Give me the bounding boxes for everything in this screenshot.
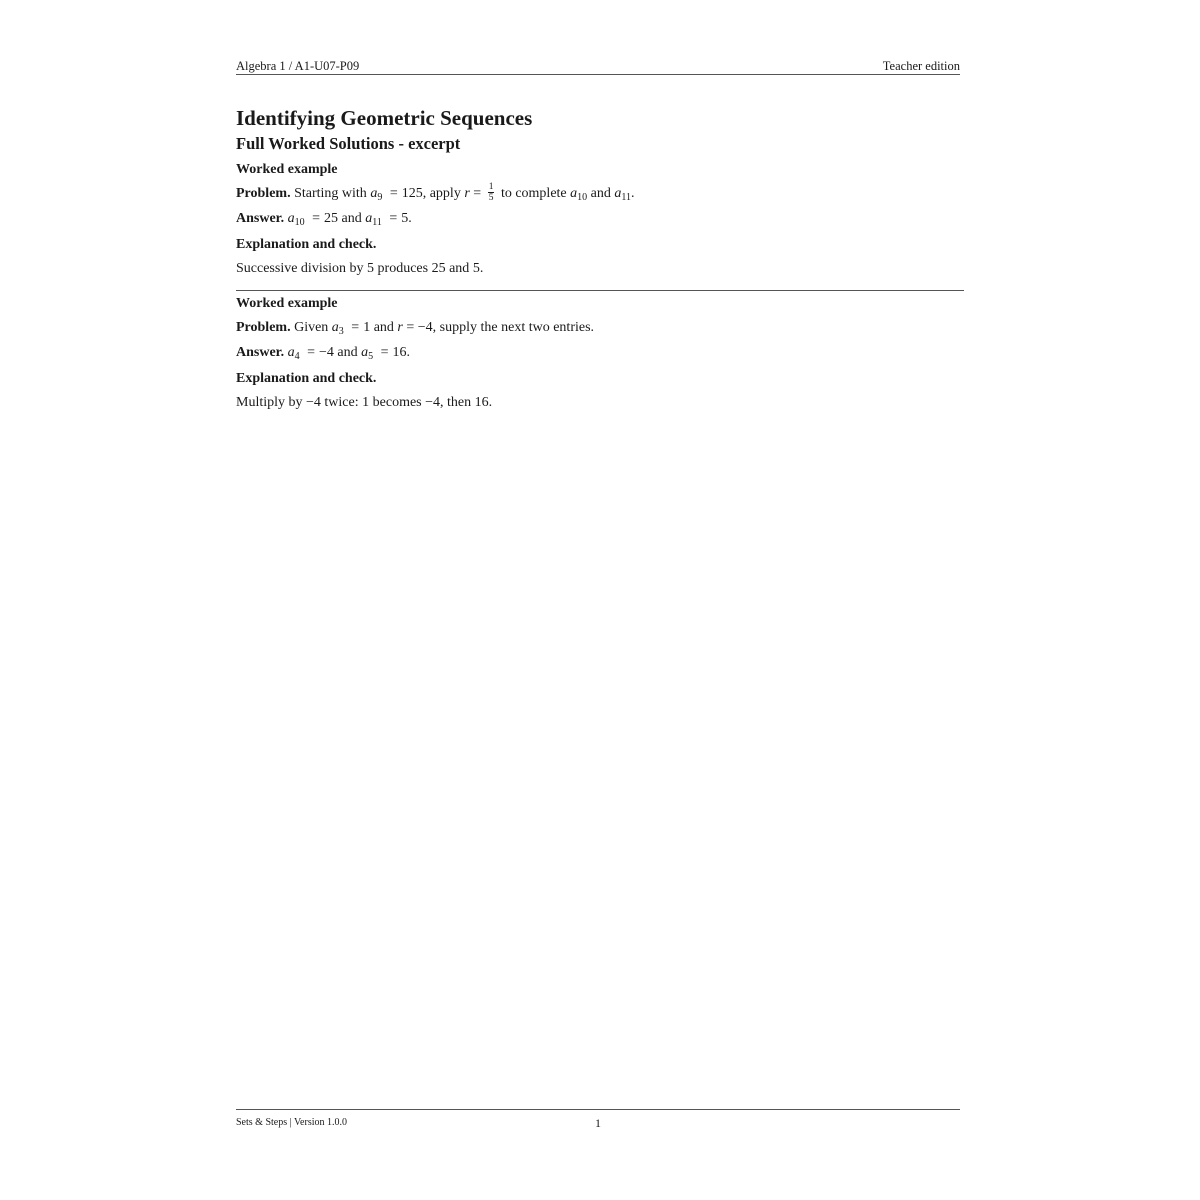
equals-sign: = bbox=[389, 211, 398, 226]
text-span: Multiply by bbox=[236, 395, 303, 410]
main-content bbox=[236, 104, 964, 414]
math-value: −4 bbox=[306, 395, 321, 410]
subscript: 10 bbox=[577, 192, 588, 203]
text-span: Given bbox=[294, 320, 329, 335]
text-span: , supply the next two entries. bbox=[432, 320, 595, 335]
math-var: a bbox=[287, 211, 295, 226]
math-var: r bbox=[397, 320, 403, 335]
page-header bbox=[236, 58, 960, 75]
explanation-text bbox=[236, 258, 964, 280]
subscript: 10 bbox=[294, 217, 305, 228]
math-value: 125 bbox=[401, 186, 423, 201]
math-value: = −4 bbox=[406, 320, 433, 335]
answer-statement bbox=[236, 208, 964, 230]
problem-label: Problem. bbox=[236, 186, 291, 201]
math-var: a bbox=[365, 211, 373, 226]
math-value: 5 bbox=[472, 261, 480, 276]
text-span: Starting with bbox=[294, 186, 367, 201]
fraction-denominator: 5 bbox=[488, 193, 494, 204]
page-footer bbox=[236, 1109, 960, 1134]
worked-example-2 bbox=[236, 293, 964, 414]
subscript: 9 bbox=[377, 192, 383, 203]
worked-example-1 bbox=[236, 159, 964, 280]
equals-sign: = bbox=[380, 345, 389, 360]
math-var: a bbox=[287, 345, 295, 360]
period: . bbox=[479, 261, 484, 276]
subscript: 3 bbox=[338, 326, 344, 337]
math-value: −4 bbox=[425, 395, 441, 410]
answer-statement bbox=[236, 342, 964, 364]
math-value: 16 bbox=[474, 395, 489, 410]
subscript: 4 bbox=[294, 351, 300, 362]
equals-sign: = bbox=[473, 186, 482, 201]
math-value: 16 bbox=[392, 345, 407, 360]
math-var: a bbox=[614, 186, 622, 201]
subscript: 11 bbox=[621, 192, 631, 203]
page-subtitle: Full Worked Solutions - excerpt bbox=[236, 134, 461, 153]
period: . bbox=[488, 395, 493, 410]
period: . bbox=[406, 345, 411, 360]
math-value: 5 bbox=[401, 211, 409, 226]
page-title: Identifying Geometric Sequences bbox=[236, 106, 533, 130]
math-var: a bbox=[361, 345, 369, 360]
footer-version: Sets & Steps | Version 1.0.0 bbox=[236, 1117, 347, 1128]
problem-statement bbox=[236, 183, 964, 205]
page-number: 1 bbox=[595, 1116, 601, 1130]
equals-sign: = bbox=[389, 186, 398, 201]
text-span: and bbox=[341, 211, 362, 226]
math-value: 1 bbox=[363, 320, 371, 335]
math-value: 25 bbox=[431, 261, 446, 276]
problem-label: Problem. bbox=[236, 320, 291, 335]
math-var: a bbox=[570, 186, 578, 201]
problem-statement bbox=[236, 317, 964, 339]
text-span: and bbox=[449, 261, 470, 276]
math-value: 5 bbox=[367, 261, 375, 276]
math-var: a bbox=[370, 186, 378, 201]
text-span: , apply bbox=[422, 186, 461, 201]
answer-label: Answer. bbox=[236, 211, 285, 226]
fraction bbox=[488, 182, 495, 203]
text-span: and bbox=[590, 186, 611, 201]
subscript: 5 bbox=[368, 351, 374, 362]
math-value: −4 bbox=[319, 345, 334, 360]
text-span: and bbox=[337, 345, 358, 360]
text-span: becomes bbox=[372, 395, 422, 410]
text-span: and bbox=[373, 320, 394, 335]
math-var: r bbox=[464, 186, 470, 201]
subscript: 11 bbox=[372, 217, 382, 228]
math-var: a bbox=[331, 320, 339, 335]
text-span: to complete bbox=[500, 186, 567, 201]
fraction-numerator: 1 bbox=[488, 182, 494, 193]
period: . bbox=[408, 211, 412, 226]
section-divider bbox=[236, 290, 964, 291]
answer-label: Answer. bbox=[236, 345, 285, 360]
equals-sign: = bbox=[351, 320, 360, 335]
edition-label: Teacher edition bbox=[882, 59, 960, 73]
math-value: 25 bbox=[324, 211, 339, 226]
equals-sign: = bbox=[307, 345, 316, 360]
example-label: Worked example bbox=[236, 296, 338, 311]
text-span: Successive division by bbox=[236, 261, 364, 276]
explanation-label: Explanation and check. bbox=[236, 237, 377, 252]
course-breadcrumb: Algebra 1 / A1-U07-P09 bbox=[236, 59, 360, 73]
text-span: produces bbox=[377, 261, 429, 276]
text-span: , then bbox=[440, 395, 472, 410]
math-value: 1 bbox=[362, 395, 370, 410]
period: . bbox=[631, 186, 635, 201]
explanation-label: Explanation and check. bbox=[236, 371, 377, 386]
equals-sign: = bbox=[312, 211, 321, 226]
text-span: twice: bbox=[324, 395, 359, 410]
explanation-text bbox=[236, 392, 964, 414]
example-label: Worked example bbox=[236, 162, 338, 177]
